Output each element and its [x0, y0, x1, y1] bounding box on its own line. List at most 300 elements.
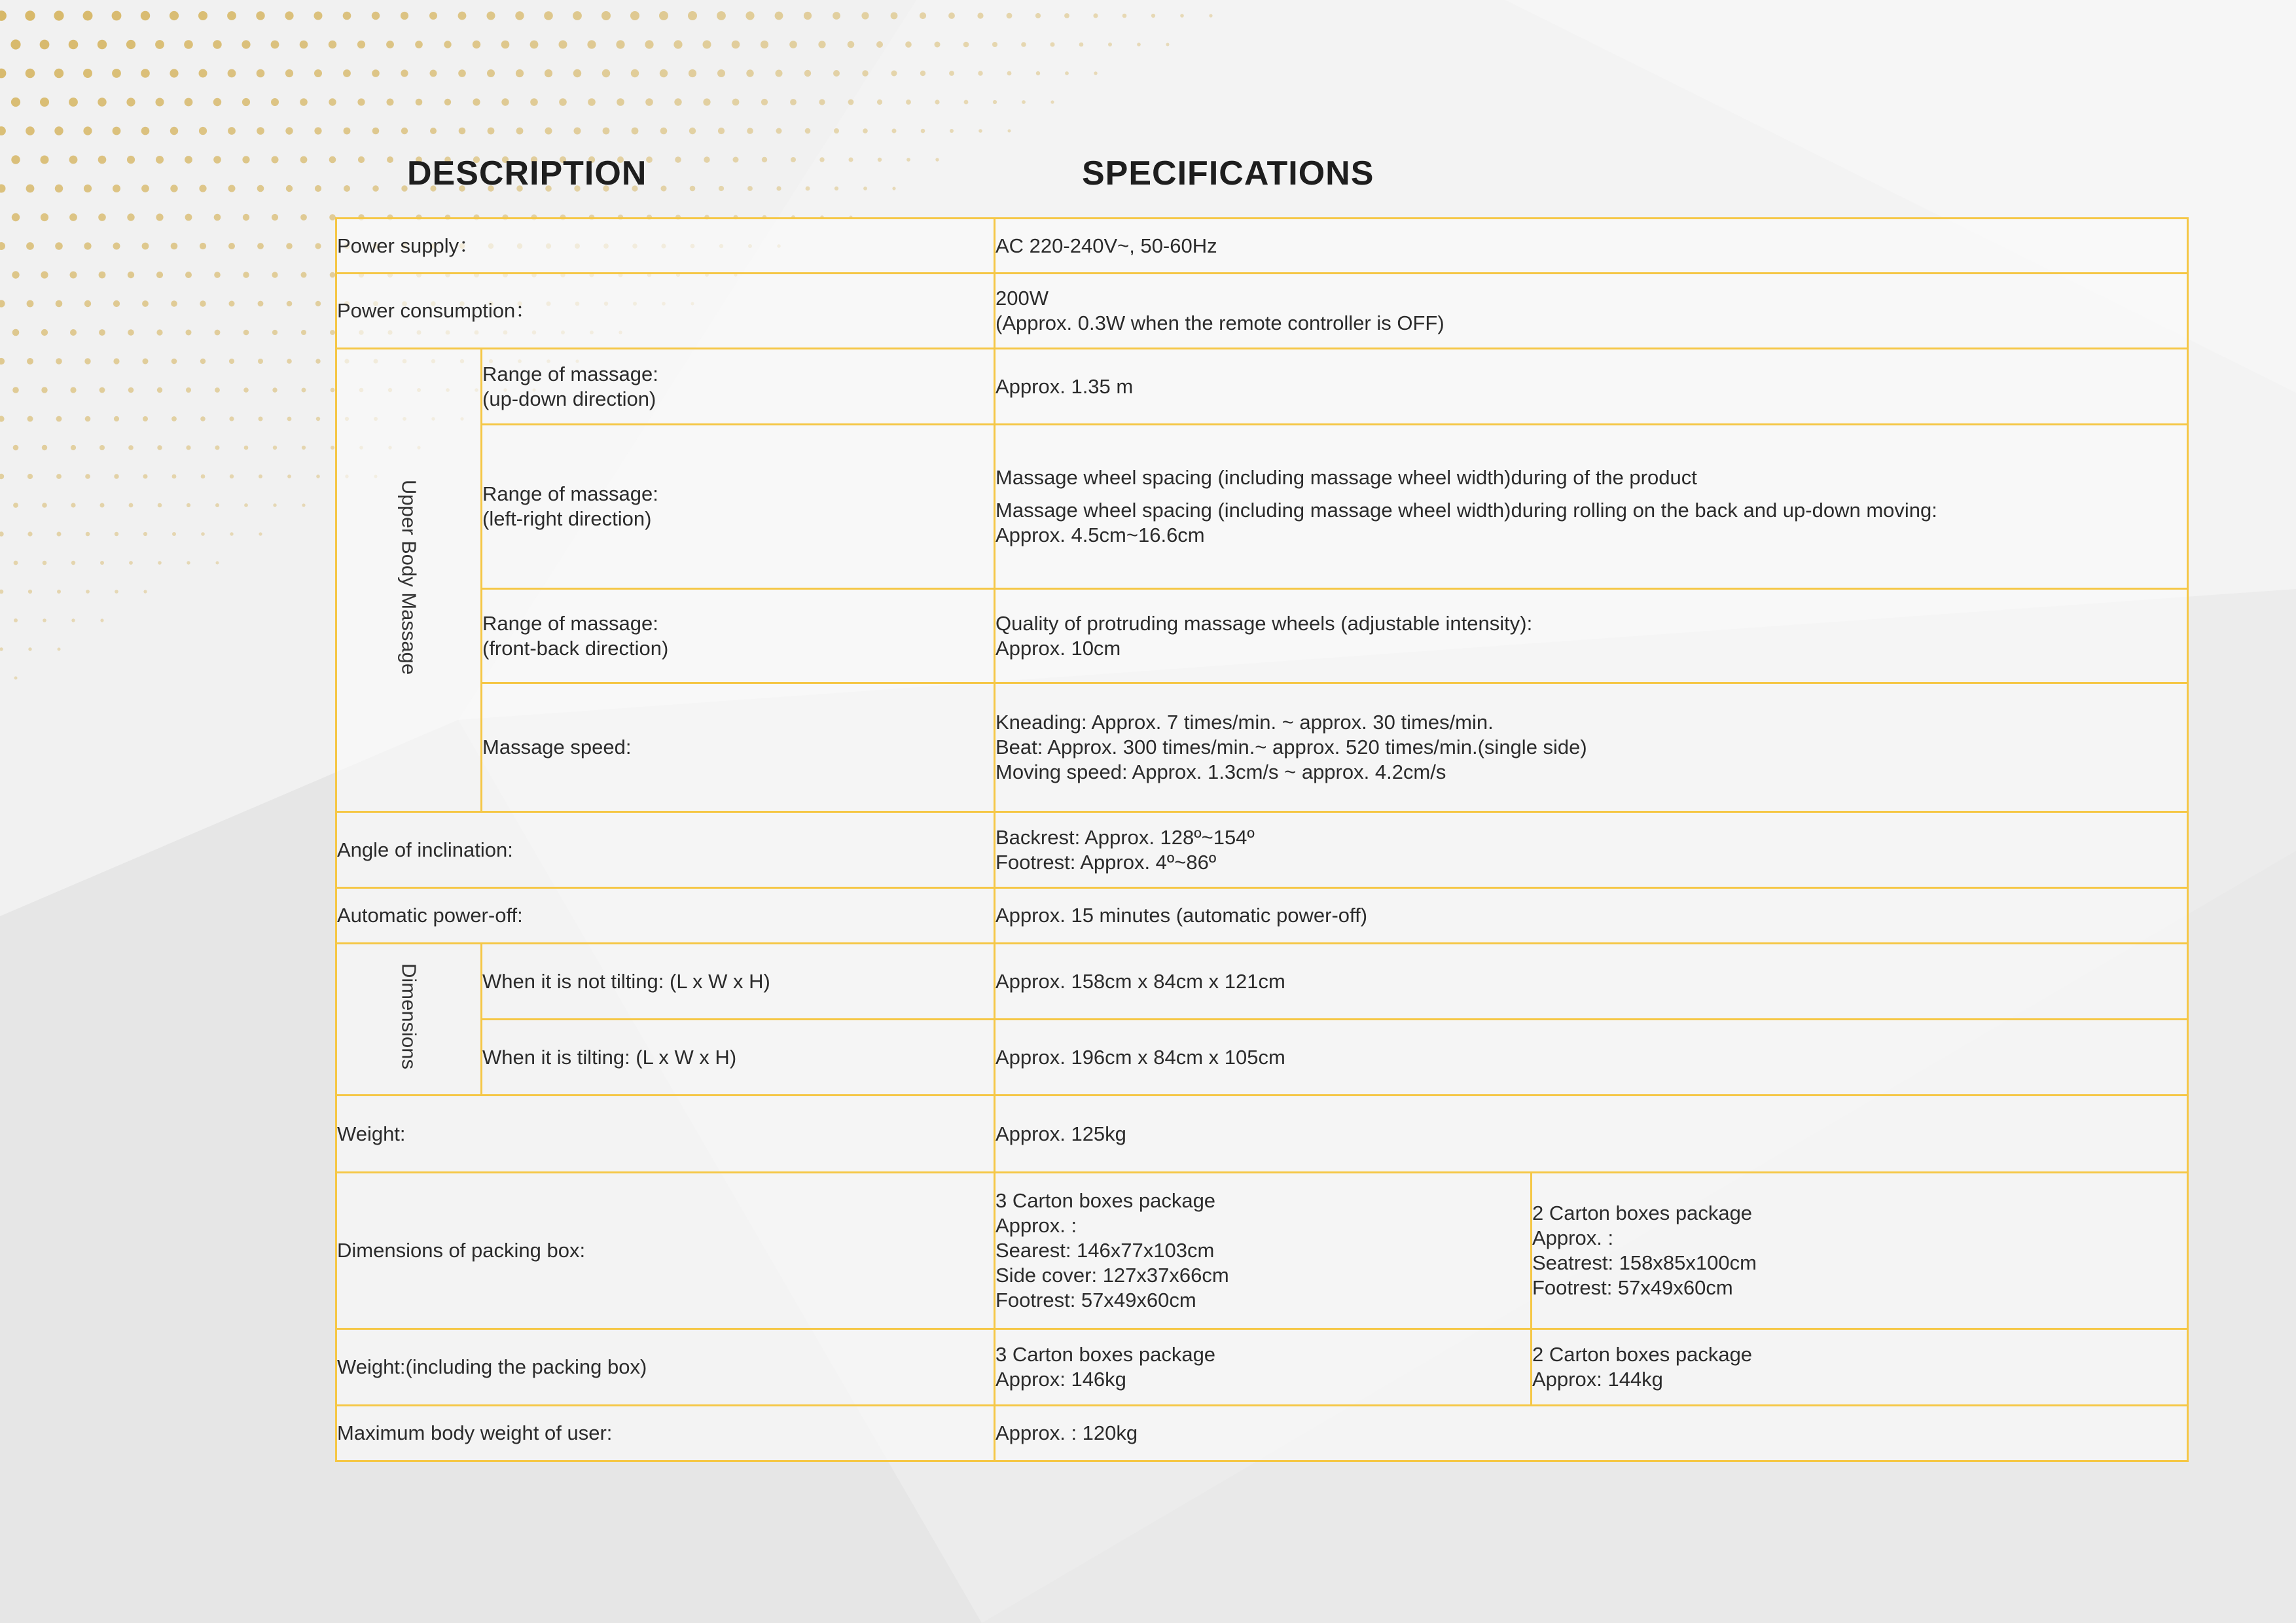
decor-dot	[300, 156, 308, 164]
decor-dot	[201, 474, 206, 479]
decor-dot	[301, 272, 307, 278]
decor-dot	[142, 300, 149, 307]
decor-dot	[71, 618, 75, 622]
decor-dot	[950, 129, 954, 133]
value-line: Kneading: Approx. 7 times/min. ~ approx. 30 times/min.	[996, 711, 1494, 734]
decor-dot	[198, 11, 207, 20]
decor-dot	[661, 186, 667, 192]
decor-dot	[84, 358, 90, 364]
decor-dot	[819, 99, 825, 105]
decor-dot	[216, 562, 219, 565]
label-line: Range of massage:	[482, 482, 658, 505]
decor-dot	[229, 301, 235, 307]
decor-dot	[891, 71, 897, 77]
decor-dot	[863, 128, 868, 134]
decor-dot	[1079, 43, 1084, 47]
decor-dot	[98, 40, 107, 49]
decor-dot	[10, 39, 20, 49]
decor-dot	[70, 272, 77, 279]
table-row	[336, 274, 2188, 349]
decor-dot	[372, 128, 380, 135]
decor-dot	[85, 474, 90, 479]
decor-dot	[113, 300, 120, 307]
decor-dot	[1180, 14, 1184, 18]
decor-dot	[26, 242, 34, 250]
decor-dot	[112, 11, 122, 21]
decor-dot	[143, 532, 147, 536]
decor-dot	[487, 69, 495, 77]
auto-power-off-value: Approx. 15 minutes (automatic power-off)	[995, 888, 2188, 944]
decor-dot	[285, 127, 293, 134]
range-frontback-value	[995, 589, 2188, 683]
decor-dot	[27, 416, 33, 422]
decor-dot	[444, 41, 451, 48]
decor-dot	[315, 359, 320, 363]
decor-dot	[12, 271, 19, 278]
decor-dot	[215, 387, 220, 393]
decor-dot	[271, 98, 279, 106]
value-line: 200W	[996, 287, 1049, 310]
decor-dot	[86, 590, 90, 594]
decor-dot	[69, 156, 78, 164]
decor-dot	[156, 98, 164, 107]
table-row	[336, 425, 2188, 589]
decor-dot	[314, 12, 323, 20]
decor-dot	[935, 99, 939, 104]
decor-dot	[56, 358, 62, 365]
decor-dot	[892, 187, 895, 190]
decor-dot	[516, 128, 524, 135]
decor-dot	[559, 41, 567, 49]
decor-dot	[357, 41, 365, 48]
decor-dot	[459, 128, 466, 135]
decor-dot	[13, 503, 18, 508]
decor-dot	[747, 128, 753, 134]
decor-dot	[833, 12, 840, 20]
decor-dot	[905, 41, 912, 48]
decor-dot	[114, 416, 119, 421]
decor-dot	[645, 40, 653, 48]
decor-dot	[215, 330, 221, 336]
not-tilting-label: When it is not tilting: (L x W x H)	[482, 944, 995, 1020]
decor-dot	[732, 41, 740, 49]
decor-dot	[13, 445, 19, 451]
decor-dot	[243, 272, 249, 277]
weight-label: Weight:	[336, 1096, 995, 1173]
decor-dot	[40, 40, 50, 50]
value-line: 2 Carton boxes package	[1532, 1343, 1753, 1366]
decor-dot	[315, 301, 321, 306]
decor-dot	[690, 186, 696, 192]
decor-dot	[11, 155, 20, 164]
decor-dot	[69, 98, 78, 107]
decor-dot	[344, 128, 351, 135]
decor-dot	[747, 186, 753, 191]
decor-dot	[26, 185, 35, 193]
decor-dot	[172, 474, 177, 479]
decor-dot	[228, 243, 235, 249]
decor-dot	[416, 99, 423, 106]
decor-dot	[949, 71, 954, 76]
label-line: Range of massage:	[482, 362, 658, 385]
decor-dot	[1022, 100, 1026, 104]
decor-dot	[170, 185, 177, 192]
decor-dot	[99, 272, 106, 279]
decor-dot	[187, 561, 190, 564]
decor-dot	[848, 99, 854, 105]
packed-weight-label: Weight:(including the packing box)	[336, 1329, 995, 1406]
decor-dot	[675, 156, 681, 163]
decor-dot	[143, 590, 147, 593]
value-line: Beat: Approx. 300 times/min.~ approx. 520 times/min.(single side)	[996, 736, 1587, 758]
decor-dot	[689, 128, 696, 134]
decor-dot	[55, 242, 63, 250]
decor-dot	[114, 474, 118, 478]
decor-dot	[761, 99, 768, 105]
decor-dot	[171, 359, 177, 365]
decor-dot	[719, 186, 724, 191]
decor-dot	[71, 561, 75, 565]
decor-dot	[1021, 42, 1026, 47]
decor-dot	[40, 98, 49, 107]
decor-dot	[259, 417, 263, 421]
decor-dot	[242, 156, 249, 163]
decor-dot	[228, 185, 236, 192]
decor-dot	[141, 11, 150, 20]
decor-dot	[315, 243, 321, 249]
table-row	[336, 1020, 2188, 1096]
decor-dot	[272, 330, 278, 335]
decor-dot	[530, 98, 538, 106]
description-heading: DESCRIPTION	[407, 154, 647, 192]
decor-dot	[646, 156, 653, 163]
decor-dot	[213, 98, 221, 106]
decor-dot	[213, 40, 221, 48]
decor-dot	[41, 271, 48, 278]
value-line: Searest: 146x77x103cm	[996, 1239, 1215, 1262]
table-row	[336, 1173, 2188, 1329]
decor-dot	[343, 69, 351, 77]
decor-dot	[14, 677, 18, 680]
decor-dot	[257, 127, 264, 135]
decor-dot	[645, 98, 653, 106]
max-user-weight-value: Approx. : 120kg	[995, 1406, 2188, 1461]
decor-dot	[302, 388, 306, 393]
decor-dot	[41, 213, 48, 221]
decor-dot	[171, 300, 177, 307]
auto-power-off-label: Automatic power-off:	[336, 888, 995, 944]
decor-dot	[129, 561, 133, 565]
decor-dot	[71, 503, 75, 507]
decor-dot	[26, 126, 35, 135]
power-supply-value: AC 220-240V~, 50-60Hz	[995, 219, 2188, 274]
decor-dot	[848, 41, 855, 48]
decor-dot	[285, 69, 293, 77]
range-leftright-label	[482, 425, 995, 589]
decor-dot	[85, 416, 91, 422]
decor-dot	[41, 329, 48, 336]
decor-dot	[544, 11, 553, 20]
specification-table	[335, 217, 2189, 1462]
decor-dot	[186, 330, 192, 336]
decor-dot	[631, 69, 639, 77]
decor-dot	[259, 532, 262, 535]
decor-dot	[316, 417, 320, 421]
decor-dot	[501, 41, 510, 49]
table-row	[336, 1406, 2188, 1461]
decor-dot	[228, 127, 236, 135]
decor-dot	[185, 156, 192, 164]
decor-dot	[186, 387, 191, 393]
decor-dot	[158, 561, 162, 565]
table-row	[336, 888, 2188, 944]
decor-dot	[1137, 43, 1141, 46]
decor-dot	[588, 98, 596, 106]
decor-dot	[545, 128, 552, 135]
decor-dot	[58, 648, 61, 651]
decor-dot	[329, 41, 336, 48]
decor-dot	[272, 156, 279, 164]
decor-dot	[14, 618, 18, 622]
value-line: Seatrest: 158x85x100cm	[1532, 1251, 1757, 1274]
massage-speed-value	[995, 683, 2188, 812]
decor-dot	[69, 213, 77, 221]
value-line: Backrest: Approx. 128º~154º	[996, 825, 1255, 849]
decor-dot	[83, 126, 92, 135]
decor-dot	[286, 185, 293, 192]
decor-dot	[242, 98, 250, 106]
decor-dot	[128, 387, 134, 393]
decor-dot	[401, 128, 408, 134]
decor-dot	[603, 128, 610, 135]
decor-dot	[1108, 43, 1112, 46]
decor-dot	[1064, 13, 1069, 18]
decor-dot	[573, 11, 582, 20]
decor-dot	[128, 445, 134, 450]
decor-dot	[458, 69, 466, 77]
decor-dot	[229, 416, 234, 421]
decor-dot	[271, 41, 279, 49]
decor-dot	[1094, 71, 1097, 75]
table-row	[336, 683, 2188, 812]
dimensions-group	[336, 944, 482, 1096]
decor-dot	[1122, 14, 1127, 18]
decor-dot	[184, 40, 193, 49]
decor-dot	[170, 11, 179, 20]
decor-dot	[1050, 43, 1055, 47]
decor-dot	[1008, 130, 1011, 133]
decor-dot	[300, 98, 308, 106]
decor-dot	[430, 128, 437, 134]
decor-dot	[141, 69, 150, 78]
decor-dot	[214, 272, 221, 278]
decor-dot	[257, 185, 264, 192]
decor-dot	[314, 69, 322, 77]
decor-dot	[115, 532, 118, 536]
decor-dot	[863, 187, 867, 190]
label-line: (left-right direction)	[482, 507, 652, 530]
decor-dot	[272, 272, 278, 277]
decor-dot	[733, 157, 739, 163]
decor-dot	[56, 474, 62, 479]
decor-dot	[790, 99, 797, 105]
decor-dot	[12, 213, 20, 221]
decor-dot	[861, 12, 869, 19]
value-line: Footrest: 57x49x60cm	[996, 1289, 1196, 1311]
decor-dot	[717, 69, 725, 77]
decor-dot	[70, 329, 77, 336]
decor-dot	[849, 158, 853, 162]
decor-dot	[1007, 71, 1012, 76]
decor-dot	[127, 156, 135, 164]
decor-dot	[128, 329, 134, 336]
value-line: Approx: 146kg	[996, 1368, 1126, 1391]
decor-dot	[674, 98, 681, 105]
label-line: (front-back direction)	[482, 636, 669, 660]
specifications-heading: SPECIFICATIONS	[1082, 154, 1374, 192]
decor-dot	[156, 272, 163, 278]
value-line: Approx. :	[996, 1214, 1077, 1237]
decor-dot	[26, 69, 35, 79]
decor-dot	[259, 474, 262, 478]
decor-dot	[171, 416, 177, 421]
decor-dot	[689, 69, 696, 77]
decor-dot	[1209, 14, 1212, 17]
decor-dot	[170, 127, 178, 135]
inclination-label: Angle of inclination:	[336, 812, 995, 888]
decor-dot	[43, 618, 46, 622]
decor-dot	[530, 41, 539, 49]
decor-dot	[113, 358, 119, 364]
decor-dot	[1050, 100, 1054, 103]
decor-dot	[458, 12, 467, 20]
table-row	[336, 812, 2188, 888]
decor-dot	[789, 41, 797, 48]
decor-dot	[14, 561, 18, 565]
decor-dot	[187, 503, 190, 507]
decor-dot	[244, 446, 249, 450]
decor-dot	[834, 128, 839, 134]
decor-dot	[818, 41, 825, 48]
max-user-weight-label: Maximum body weight of user:	[336, 1406, 995, 1461]
decor-dot	[545, 69, 552, 77]
group-label: Upper Body Massage	[397, 479, 421, 675]
decor-dot	[920, 12, 926, 19]
decor-dot	[673, 40, 682, 48]
packed-weight-two-value	[1532, 1329, 2188, 1406]
power-supply-label: Power supply：	[336, 219, 995, 274]
decor-dot	[42, 445, 47, 450]
inclination-value	[995, 812, 2188, 888]
decor-dot	[70, 387, 76, 393]
decor-dot	[200, 416, 206, 421]
decor-dot	[862, 70, 868, 76]
decor-dot	[344, 185, 350, 192]
decor-dot	[199, 185, 206, 192]
decor-dot	[143, 359, 149, 365]
packed-weight-three-value	[995, 1329, 1532, 1406]
decor-dot	[314, 127, 321, 134]
decor-dot	[230, 474, 234, 478]
decor-dot	[804, 12, 812, 20]
decor-dot	[617, 98, 624, 106]
decor-dot	[213, 156, 221, 164]
value-line: Side cover: 127x37x66cm	[996, 1264, 1229, 1287]
decor-dot	[776, 128, 782, 134]
decor-dot	[488, 128, 495, 135]
decor-dot	[906, 158, 910, 162]
decor-dot	[54, 10, 63, 20]
decor-dot	[372, 69, 380, 77]
decor-dot	[630, 11, 639, 20]
decor-dot	[12, 329, 20, 336]
decor-dot	[876, 41, 883, 48]
decor-dot	[616, 40, 624, 48]
decor-dot	[331, 446, 334, 450]
value-line: Approx. 10cm	[996, 636, 1121, 660]
decor-dot	[660, 69, 668, 77]
decor-dot	[301, 330, 306, 335]
decor-dot	[243, 387, 249, 393]
decor-dot	[415, 41, 423, 48]
decor-dot	[762, 157, 767, 162]
packing-box-two-value	[1532, 1173, 2188, 1329]
decor-dot	[41, 387, 47, 393]
decor-dot	[41, 156, 49, 164]
decor-dot	[142, 243, 149, 250]
value-line: Footrest: 57x49x60cm	[1532, 1276, 1733, 1299]
decor-dot	[1036, 71, 1040, 75]
decor-dot	[287, 359, 292, 364]
decor-dot	[833, 70, 840, 77]
decor-dot	[287, 474, 291, 478]
decor-dot	[921, 129, 925, 134]
decor-dot	[113, 243, 120, 250]
decor-dot	[242, 40, 250, 48]
decor-dot	[158, 503, 162, 508]
value-line: Approx: 144kg	[1532, 1368, 1663, 1391]
decor-dot	[761, 41, 768, 48]
tilting-value: Approx. 196cm x 84cm x 105cm	[995, 1020, 2188, 1096]
decor-dot	[430, 70, 437, 77]
decor-dot	[703, 98, 710, 105]
tilting-label: When it is tilting: (L x W x H)	[482, 1020, 995, 1096]
decor-dot	[69, 40, 79, 50]
weight-value: Approx. 125kg	[995, 1096, 2188, 1173]
decor-dot	[157, 387, 162, 393]
decor-dot	[141, 127, 150, 135]
power-consumption-label: Power consumption：	[336, 274, 995, 349]
decor-dot	[343, 12, 351, 20]
decor-dot	[42, 503, 47, 508]
decor-dot	[704, 156, 709, 162]
decor-dot	[977, 12, 983, 18]
decor-dot	[71, 445, 76, 450]
label-line: (up-down direction)	[482, 387, 656, 410]
decor-dot	[978, 129, 982, 133]
decor-dot	[170, 69, 178, 77]
decor-dot	[718, 128, 725, 134]
decor-dot	[935, 42, 941, 48]
value-line: 2 Carton boxes package	[1532, 1202, 1753, 1224]
range-leftright-value	[995, 425, 2188, 589]
range-updown-value: Approx. 1.35 m	[995, 349, 2188, 425]
value-line: Massage wheel spacing (including massage wheel width)during of the product	[996, 466, 1697, 489]
decor-dot	[574, 128, 581, 135]
decor-dot	[948, 12, 955, 19]
decor-dot	[257, 243, 264, 249]
decor-dot	[501, 98, 509, 105]
